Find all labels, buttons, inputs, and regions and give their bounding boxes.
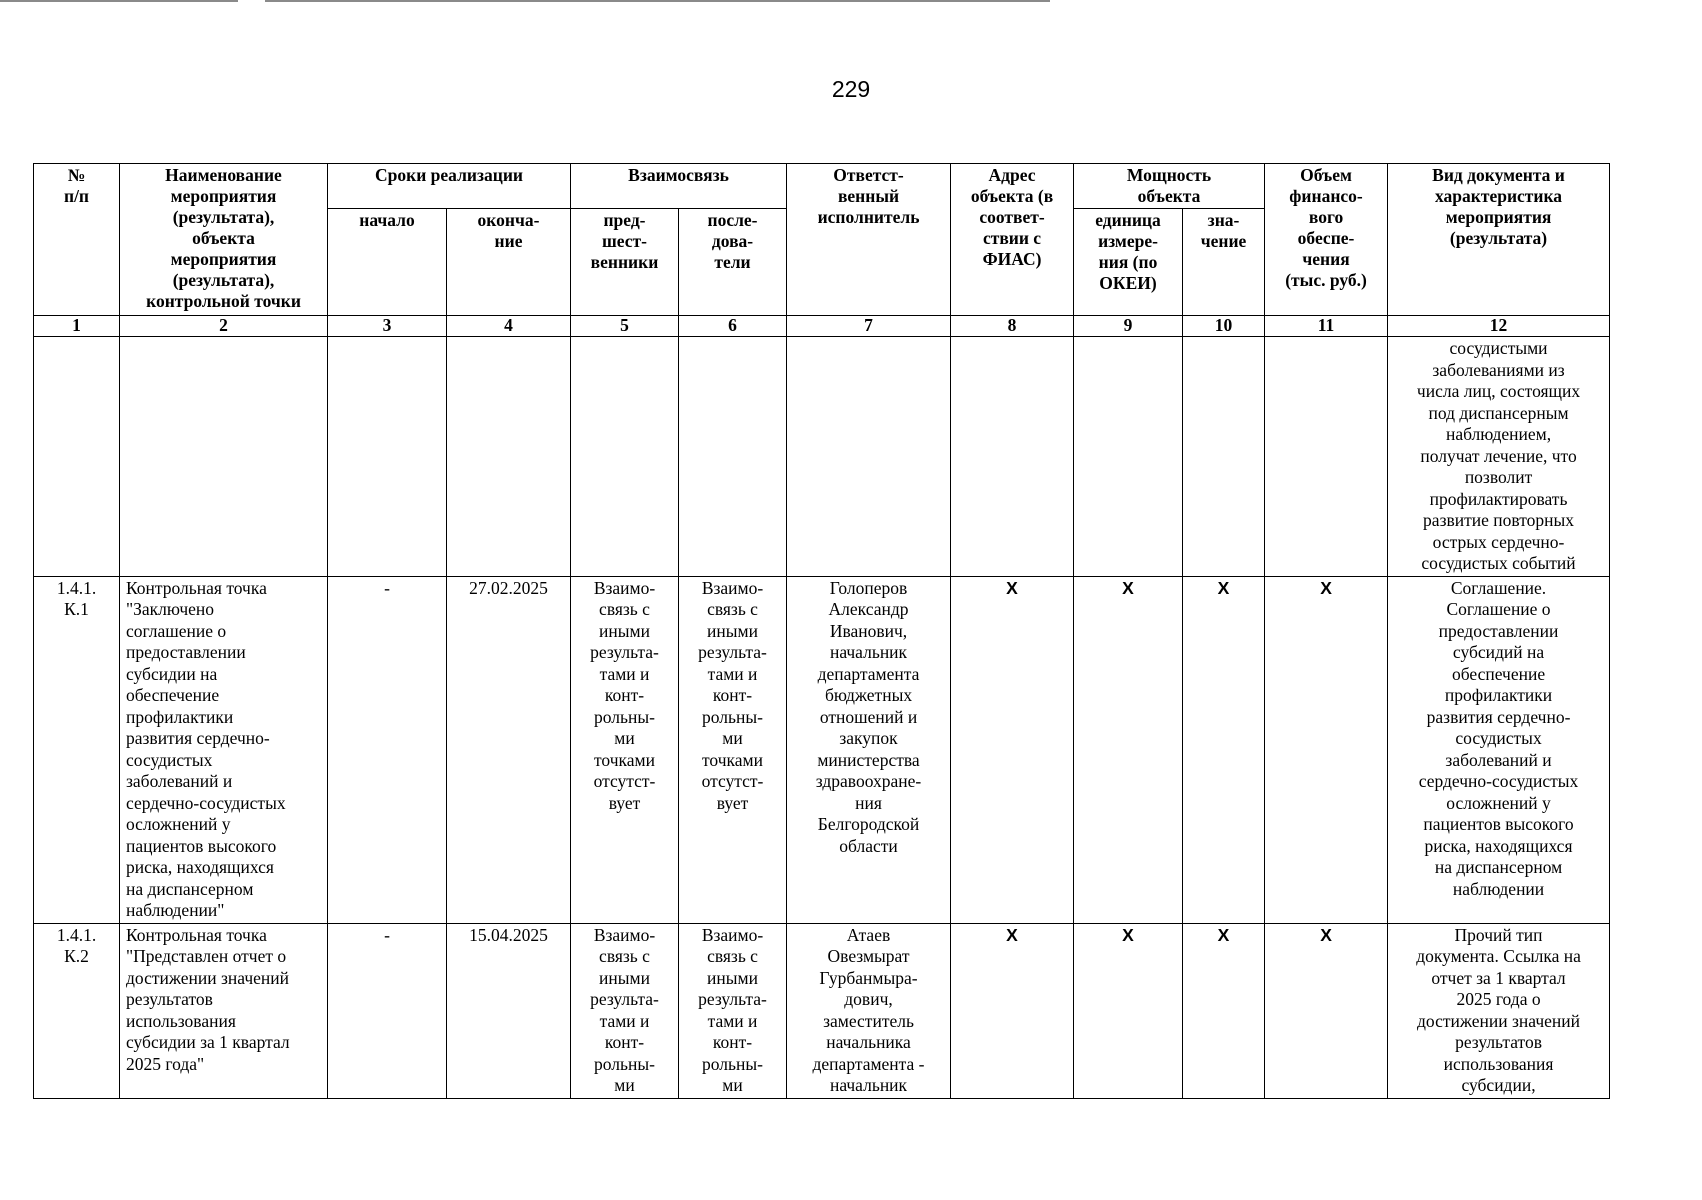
- cell-value: X: [1183, 576, 1265, 923]
- cell-name: Контрольная точка "Заключено соглашение о предоставлении субсидии на обеспечение профилактики развития сердечно- сосудистых заболеваний и сердечно-сосудистых осложнений у пациентов высокого риска, находящихся на диспансерном наблюдении": [120, 576, 328, 923]
- column-number: 12: [1388, 316, 1610, 337]
- cell-end: 15.04.2025: [447, 923, 571, 1098]
- activities-table: [33, 163, 1610, 1099]
- column-numbers-row: [34, 316, 1610, 337]
- cell-empty: [787, 337, 951, 577]
- header-power: Мощность объекта: [1074, 164, 1265, 209]
- cell-empty: [120, 337, 328, 577]
- header-name: Наименование мероприятия (результата), объекта мероприятия (результата), контрольной точки: [120, 164, 328, 316]
- cell-unit: X: [1074, 923, 1183, 1098]
- cell-end: 27.02.2025: [447, 576, 571, 923]
- cell-empty: [328, 337, 447, 577]
- header-power-unit: единица измере- ния (по ОКЕИ): [1074, 209, 1183, 316]
- cell-start: -: [328, 576, 447, 923]
- cell-document-continued: сосудистыми заболеваниями из числа лиц, состоящих под диспансерным наблюдением, получат лечение, что позволит профилактировать развитие повторных острых сердечно- сосудистых событий: [1388, 337, 1610, 577]
- cell-successors: Взаимо- связь с иными результа- тами и конт- рольны- ми: [679, 923, 787, 1098]
- header-link-predecessors: пред- шест- венники: [571, 209, 679, 316]
- cell-start: -: [328, 923, 447, 1098]
- column-number: 10: [1183, 316, 1265, 337]
- cell-empty: [34, 337, 120, 577]
- cell-volume: X: [1265, 923, 1388, 1098]
- header-terms-end: оконча- ние: [447, 209, 571, 316]
- cell-empty: [679, 337, 787, 577]
- table-row: [34, 923, 1610, 1098]
- header-power-value: зна- чение: [1183, 209, 1265, 316]
- column-number: 11: [1265, 316, 1388, 337]
- header-volume: Объем финансо- вого обеспе- чения (тыс. руб.): [1265, 164, 1388, 316]
- column-number: 6: [679, 316, 787, 337]
- cell-successors: Взаимо- связь с иными результа- тами и конт- рольны- ми точками отсутст- вует: [679, 576, 787, 923]
- column-number: 4: [447, 316, 571, 337]
- header-link-successors: после- дова- тели: [679, 209, 787, 316]
- cell-volume: X: [1265, 576, 1388, 923]
- cell-empty: [1183, 337, 1265, 577]
- cell-empty: [1074, 337, 1183, 577]
- cell-document: Прочий тип документа. Ссылка на отчет за 1 квартал 2025 года о достижении значений результатов использования субсидии,: [1388, 923, 1610, 1098]
- table-row: [34, 576, 1610, 923]
- cell-value: X: [1183, 923, 1265, 1098]
- cell-responsible: Атаев Овезмырат Гурбанмыра- дович, заместитель начальника департамента - начальник: [787, 923, 951, 1098]
- cell-responsible: Голоперов Александр Иванович, начальник департамента бюджетных отношений и закупок министерства здравоохране- ния Белгородской области: [787, 576, 951, 923]
- header-address: Адрес объекта (в соответ- ствии с ФИАС): [951, 164, 1074, 316]
- header-row-top: [34, 164, 1610, 209]
- column-number: 7: [787, 316, 951, 337]
- cell-num: 1.4.1. К.1: [34, 576, 120, 923]
- header-link: Взаимосвязь: [571, 164, 787, 209]
- cell-empty: [447, 337, 571, 577]
- header-document: Вид документа и характеристика мероприятия (результата): [1388, 164, 1610, 316]
- page-number: 229: [831, 76, 871, 102]
- cell-predecessors: Взаимо- связь с иными результа- тами и конт- рольны- ми точками отсутст- вует: [571, 576, 679, 923]
- column-number: 5: [571, 316, 679, 337]
- column-number: 1: [34, 316, 120, 337]
- column-number: 9: [1074, 316, 1183, 337]
- header-terms-start: начало: [328, 209, 447, 316]
- cell-predecessors: Взаимо- связь с иными результа- тами и конт- рольны- ми: [571, 923, 679, 1098]
- column-number: 3: [328, 316, 447, 337]
- cell-unit: X: [1074, 576, 1183, 923]
- cell-num: 1.4.1. К.2: [34, 923, 120, 1098]
- column-number: 8: [951, 316, 1074, 337]
- header-responsible: Ответст- венный исполнитель: [787, 164, 951, 316]
- header-terms: Сроки реализации: [328, 164, 571, 209]
- cell-address: X: [951, 576, 1074, 923]
- header-num: № п/п: [34, 164, 120, 316]
- cell-empty: [571, 337, 679, 577]
- cell-name: Контрольная точка "Представлен отчет о достижении значений результатов использования субсидии за 1 квартал 2025 года": [120, 923, 328, 1098]
- column-number: 2: [120, 316, 328, 337]
- cell-document: Соглашение. Соглашение о предоставлении субсидий на обеспечение профилактики развития сердечно- сосудистых заболеваний и сердечно-сосудистых осложнений у пациентов высокого риска, находящихся на диспансерном наблюдении: [1388, 576, 1610, 923]
- cell-address: X: [951, 923, 1074, 1098]
- table-row-continuation: [34, 337, 1610, 577]
- cell-empty: [1265, 337, 1388, 577]
- scan-edge-line-right: [265, 0, 1050, 2]
- cell-empty: [951, 337, 1074, 577]
- scan-edge-line-left: [0, 0, 238, 2]
